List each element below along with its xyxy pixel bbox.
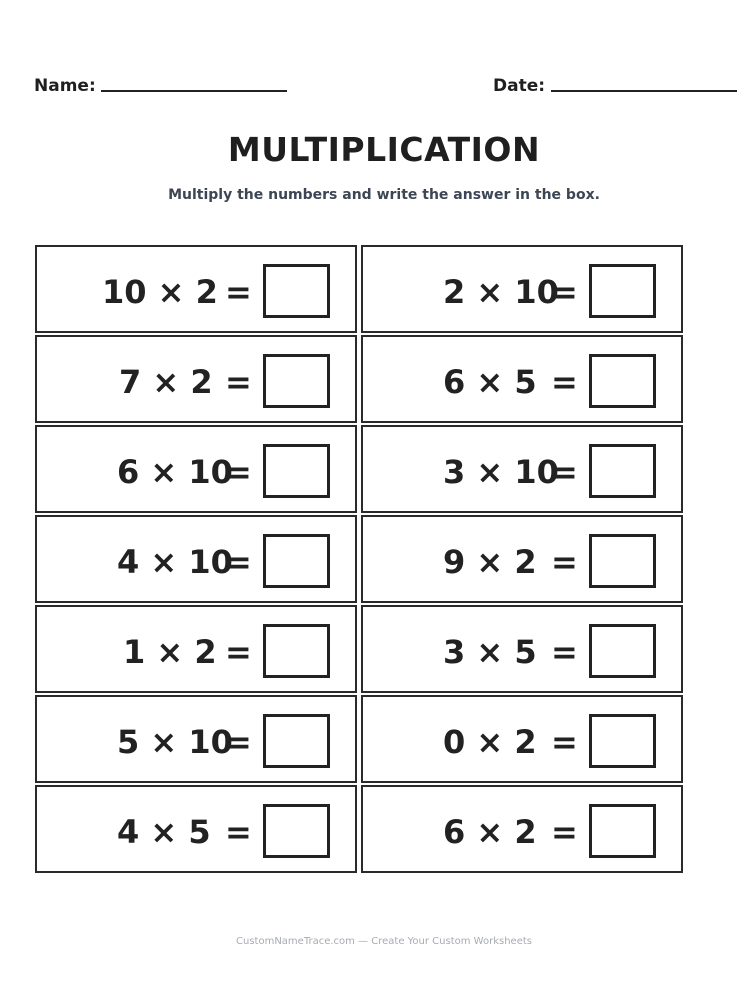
problem-cell <box>361 515 683 603</box>
problem-text: 5 × 10 <box>117 723 233 761</box>
instructions: Multiply the numbers and write the answer in the box. <box>168 187 600 203</box>
problem-cell <box>361 785 683 873</box>
equals-sign: = <box>225 543 252 581</box>
answer-box[interactable] <box>589 534 656 588</box>
problem-cell <box>361 425 683 513</box>
equals-sign: = <box>551 723 578 761</box>
problem-text: 4 × 5 <box>117 813 211 851</box>
equals-sign: = <box>225 363 252 401</box>
problem-cell <box>35 335 357 423</box>
equals-sign: = <box>225 273 252 311</box>
equals-sign: = <box>551 543 578 581</box>
problem-cell <box>35 425 357 513</box>
answer-box[interactable] <box>263 804 330 858</box>
problem-cell <box>35 245 357 333</box>
answer-box[interactable] <box>263 354 330 408</box>
problem-text: 0 × 2 <box>443 723 537 761</box>
problem-text: 10 × 2 <box>102 273 218 311</box>
date-label: Date: <box>493 76 546 96</box>
answer-box[interactable] <box>263 444 330 498</box>
answer-box[interactable] <box>589 714 656 768</box>
answer-box[interactable] <box>263 534 330 588</box>
equals-sign: = <box>551 273 578 311</box>
problem-text: 6 × 5 <box>443 363 537 401</box>
equals-sign: = <box>551 633 578 671</box>
equals-sign: = <box>225 453 252 491</box>
problem-cell <box>35 785 357 873</box>
equals-sign: = <box>551 453 578 491</box>
worksheet-title: MULTIPLICATION <box>227 130 541 169</box>
problem-text: 1 × 2 <box>123 633 217 671</box>
date-field[interactable] <box>551 90 737 92</box>
problem-text: 3 × 10 <box>443 453 559 491</box>
problem-cell <box>35 605 357 693</box>
problem-text: 3 × 5 <box>443 633 537 671</box>
problem-text: 2 × 10 <box>443 273 559 311</box>
answer-box[interactable] <box>263 624 330 678</box>
problem-cell <box>361 335 683 423</box>
name-label: Name: <box>34 76 96 96</box>
problem-grid <box>35 245 683 873</box>
problem-cell <box>361 245 683 333</box>
answer-box[interactable] <box>263 264 330 318</box>
problem-cell <box>35 515 357 603</box>
name-field[interactable] <box>101 90 287 92</box>
answer-box[interactable] <box>589 354 656 408</box>
equals-sign: = <box>551 813 578 851</box>
problem-text: 6 × 2 <box>443 813 537 851</box>
answer-box[interactable] <box>589 804 656 858</box>
equals-sign: = <box>225 633 252 671</box>
equals-sign: = <box>551 363 578 401</box>
problem-cell <box>361 605 683 693</box>
problem-cell <box>361 695 683 783</box>
equals-sign: = <box>225 723 252 761</box>
problem-text: 9 × 2 <box>443 543 537 581</box>
problem-text: 4 × 10 <box>117 543 233 581</box>
answer-box[interactable] <box>589 264 656 318</box>
answer-box[interactable] <box>263 714 330 768</box>
answer-box[interactable] <box>589 624 656 678</box>
problem-text: 7 × 2 <box>119 363 213 401</box>
problem-cell <box>35 695 357 783</box>
problem-text: 6 × 10 <box>117 453 233 491</box>
answer-box[interactable] <box>589 444 656 498</box>
footer-credit: CustomNameTrace.com — Create Your Custom Worksheets <box>236 936 532 947</box>
equals-sign: = <box>225 813 252 851</box>
